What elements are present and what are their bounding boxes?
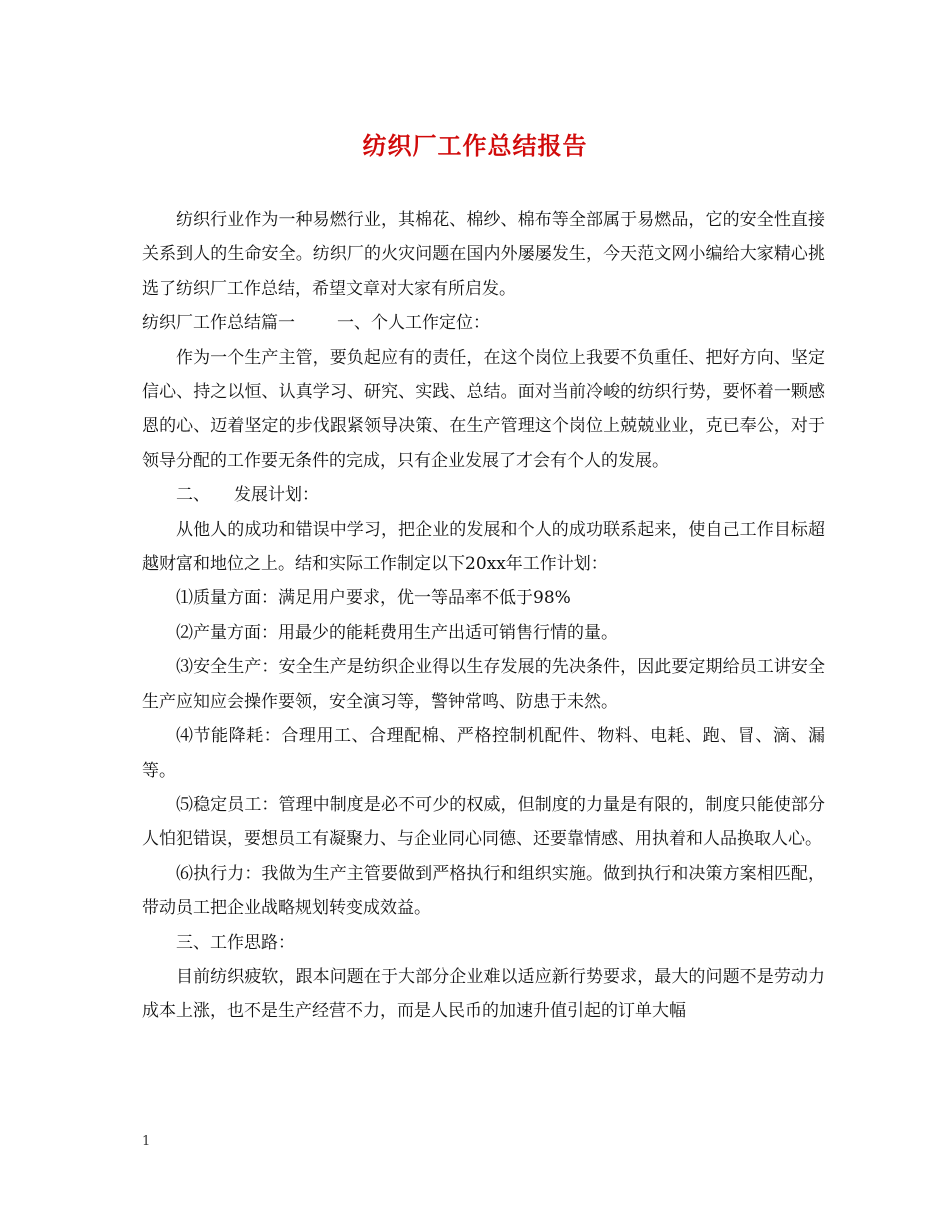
plan-item-6: ⑹执行力：我做为生产主管要做到严格执行和组织实施。做到执行和决策方案相匹配，带动员工把企业战略规划转变成效益。 (142, 863, 825, 919)
plan-item-3: ⑶安全生产：安全生产是纺织企业得以生存发展的先决条件，因此要定期给员工讲安全生产应知应会操作要领，安全演习等，警钟常鸣、防患于未然。 (142, 657, 825, 712)
page-number: 1 (142, 1134, 151, 1149)
intro-paragraph: 纺织行业作为一种易燃行业，其棉花、棉纱、棉布等全部属于易燃品，它的安全性直接关系到人的生命安全。纺织厂的火灾问题在国内外屡屡发生，今天范文网小编给大家精心挑选了纺织厂工作总结，希望文章对大家有所启发。 (142, 210, 825, 299)
section-1-heading: 一、个人工作定位： (337, 313, 490, 334)
paragraph-2: 从他人的成功和错误中学习，把企业的发展和个人的成功联系起来，使自己工作目标超越财富和地位之上。结和实际工作制定以下20xx年工作计划： (142, 519, 825, 575)
section-2-heading (142, 478, 825, 512)
document-body (142, 203, 825, 1029)
plan-item-1: ⑴质量方面：满足用户要求，优一等品率不低于98% (176, 588, 571, 609)
section-1-line (142, 306, 825, 340)
plan-item-2: ⑵产量方面：用最少的能耗费用生产出适可销售行情的量。 (176, 622, 618, 643)
section-1-label: 纺织厂工作总结篇一 (142, 313, 295, 334)
paragraph-1: 作为一个生产主管，要负起应有的责任，在这个岗位上我要不负重任、把好方向、坚定信心、持之以恒、认真学习、研究、实践、总结。面对当前冷峻的纺织行势，要怀着一颗感恩的心、迈着坚定的步伐跟紧领导决策、在生产管理这个岗位上兢兢业业，克已奉公，对于领导分配的工作要无条件的完成，只有企业发展了才会有个人的发展。 (142, 347, 825, 471)
section-2-number: 二、 (176, 485, 210, 506)
section-2-text: 发展计划： (234, 485, 319, 506)
paragraph-3: 目前纺织疲软，跟本问题在于大部分企业难以适应新行势要求，最大的问题不是劳动力成本上涨，也不是生产经营不力，而是人民币的加速升值引起的订单大幅 (142, 966, 825, 1022)
document-title: 纺织厂工作总结报告 (362, 131, 588, 160)
section-3-heading: 三、工作思路： (176, 932, 295, 953)
plan-item-5: ⑸稳定员工：管理中制度是必不可少的权威，但制度的力量是有限的，制度只能使部分人怕犯错误，要想员工有凝聚力、与企业同心同德、还要靠情感、用执着和人品换取人心。 (142, 794, 825, 850)
plan-item-4: ⑷节能降耗：合理用工、合理配棉、严格控制机配件、物料、电耗、跑、冒、滴、漏等。 (142, 726, 825, 781)
